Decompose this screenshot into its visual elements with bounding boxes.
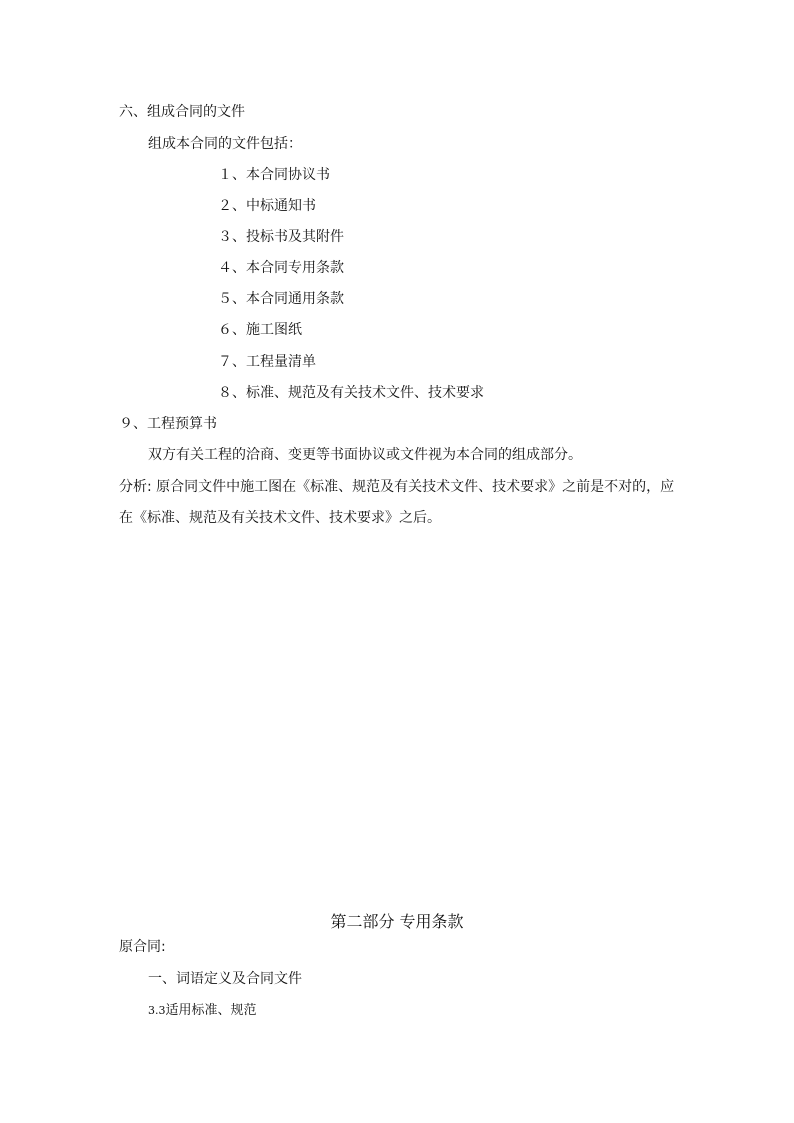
subsection-text: 适用标准、规范 [165, 1003, 257, 1018]
analysis-line-2: 在《标准、规范及有关技术文件、技术要求》之后。 [119, 510, 441, 526]
section-six-closing: 双方有关工程的洽商、变更等书面协议或文件视为本合同的组成部分。 [148, 447, 582, 463]
subsection-number: 3.3 [148, 1004, 166, 1017]
list-item: ９、工程预算书 [119, 416, 217, 432]
list-item: ２、中标通知书 [218, 198, 316, 214]
section-six-intro: 组成本合同的文件包括： [148, 136, 302, 152]
subsection-3-3 [148, 1002, 257, 1020]
section-one-heading: 一、词语定义及合同文件 [148, 971, 302, 987]
list-item: ６、施工图纸 [218, 322, 302, 338]
list-item: １、本合同协议书 [218, 167, 330, 183]
original-contract-label: 原合同: [119, 939, 166, 955]
list-item: ８、标准、规范及有关技术文件、技术要求 [218, 385, 484, 401]
section-six-heading: 六、组成合同的文件 [119, 104, 245, 120]
analysis-line-1: 分析: 原合同文件中施工图在《标准、规范及有关技术文件、技术要求》之前是不对的，应 [119, 479, 675, 495]
list-item: ５、本合同通用条款 [218, 291, 344, 307]
list-item: ３、投标书及其附件 [218, 229, 344, 245]
part-two-title: 第二部分 专用条款 [330, 912, 464, 931]
list-item: ４、本合同专用条款 [218, 260, 344, 276]
list-item: ７、工程量清单 [218, 354, 316, 370]
